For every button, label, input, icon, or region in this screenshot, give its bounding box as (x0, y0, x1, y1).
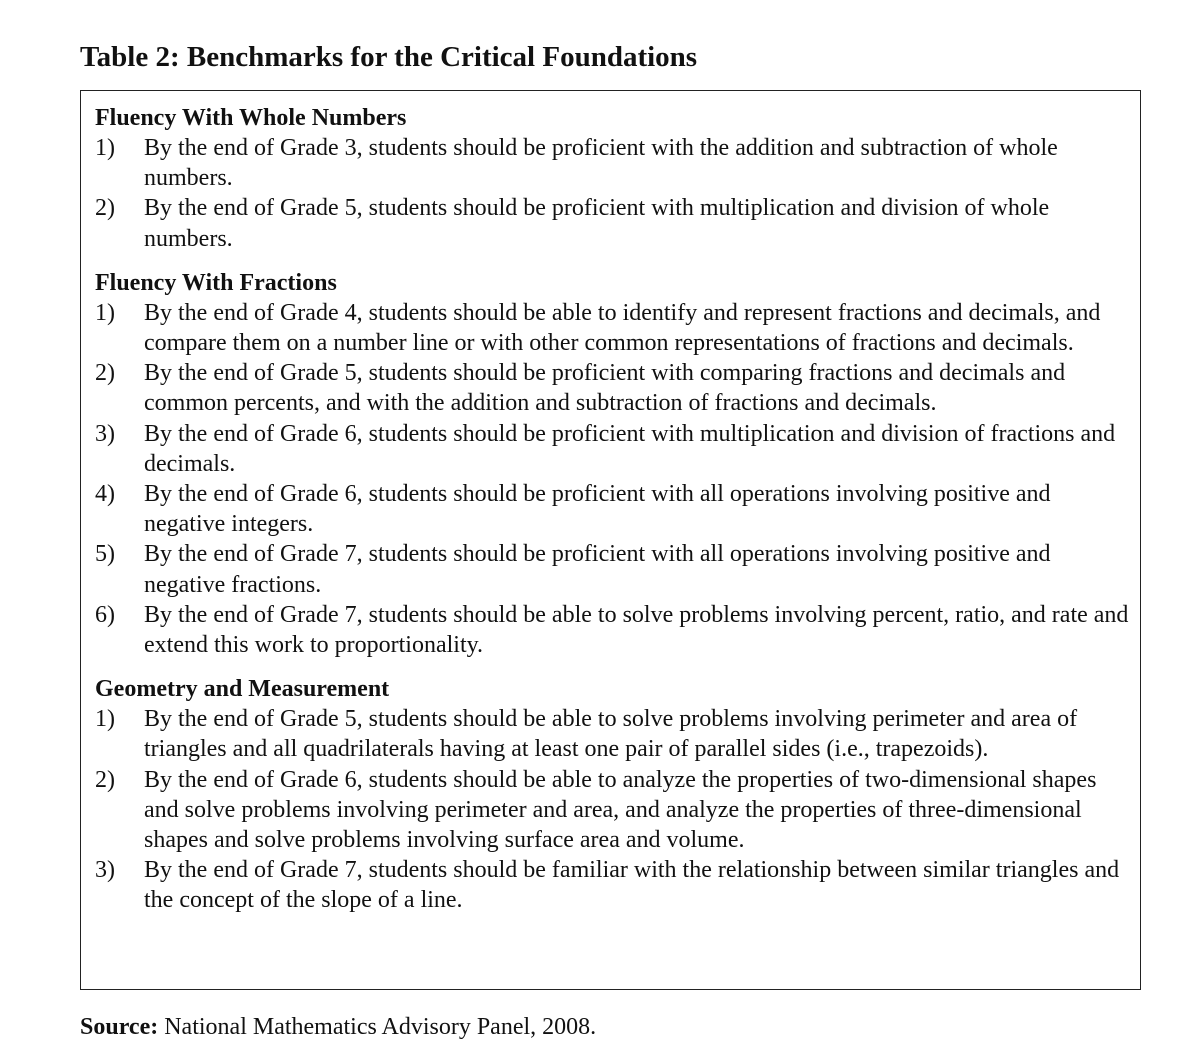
source-label: Source: (80, 1014, 159, 1040)
item-text: By the end of Grade 6, students should be proficient with multiplication and division of fractions and decimals. (144, 420, 1116, 477)
section-heading: Fluency With Fractions (95, 269, 337, 296)
source-citation (80, 1012, 596, 1042)
item-number: 4) (95, 481, 115, 508)
item-number: 1) (95, 135, 115, 161)
item-number: 2) (95, 360, 115, 387)
item-text: By the end of Grade 5, students should be proficient with comparing fractions and decimals and common percents, and with the addition and subtraction of fractions and decimals. (144, 360, 1066, 417)
benchmark-item (95, 539, 1130, 599)
item-text: By the end of Grade 6, students should be able to analyze the properties of two-dimensional shapes and solve problems involving perimeter and area, and analyze the properties of three-dimensional shapes and solve problems involving surface area and volume. (144, 766, 1097, 854)
section-fluency-with-fractions (95, 268, 1130, 660)
benchmark-item (95, 193, 1130, 253)
item-text: By the end of Grade 3, students should be proficient with the addition and subtraction of whole numbers. (144, 135, 1058, 192)
section-heading: Fluency With Whole Numbers (95, 105, 407, 131)
item-text: By the end of Grade 6, students should be proficient with all operations involving positive and negative integers. (144, 481, 1051, 538)
item-number: 6) (95, 601, 115, 628)
item-number: 2) (95, 195, 115, 222)
item-text: By the end of Grade 7, students should be able to solve problems involving percent, ratio, and rate and extend this work to proportionality. (144, 601, 1129, 659)
item-text: By the end of Grade 5, students should be able to solve problems involving perimeter and area of triangles and all quadrilaterals having at least one pair of parallel sides (i.e., trapezoids). (144, 706, 1078, 763)
item-text: By the end of Grade 5, students should be proficient with multiplication and division of whole numbers. (144, 195, 1050, 252)
item-number: 3) (95, 857, 115, 884)
benchmark-item (95, 133, 1130, 193)
section-geometry-and-measurement (95, 674, 1130, 915)
benchmarks-table (80, 90, 1141, 990)
source-text: National Mathematics Advisory Panel, 2008. (164, 1014, 597, 1040)
item-text: By the end of Grade 7, students should be familiar with the relationship between similar triangles and the concept of the slope of a line. (144, 857, 1120, 914)
benchmark-sections (95, 103, 1130, 930)
benchmark-item (95, 765, 1130, 856)
benchmark-item (95, 479, 1130, 539)
item-number: 3) (95, 420, 115, 447)
benchmark-item (95, 600, 1130, 660)
benchmark-item (95, 855, 1130, 915)
item-number: 5) (95, 541, 115, 568)
benchmark-item (95, 419, 1130, 479)
benchmark-item (95, 358, 1130, 418)
benchmark-item (95, 704, 1130, 764)
section-fluency-with-whole-numbers (95, 103, 1130, 254)
item-number: 2) (95, 766, 115, 793)
section-heading: Geometry and Measurement (95, 676, 390, 703)
item-text: By the end of Grade 4, students should be able to identify and represent fractions and decimals, and compare them on a number line or with other common representations of fractions and decimals. (144, 299, 1101, 357)
item-text: By the end of Grade 7, students should be proficient with all operations involving positive and negative fractions. (144, 541, 1051, 598)
item-number: 1) (95, 706, 115, 733)
table-title: Table 2: Benchmarks for the Critical Foundations (80, 41, 698, 73)
benchmark-item (95, 298, 1130, 358)
item-number: 1) (95, 299, 115, 326)
